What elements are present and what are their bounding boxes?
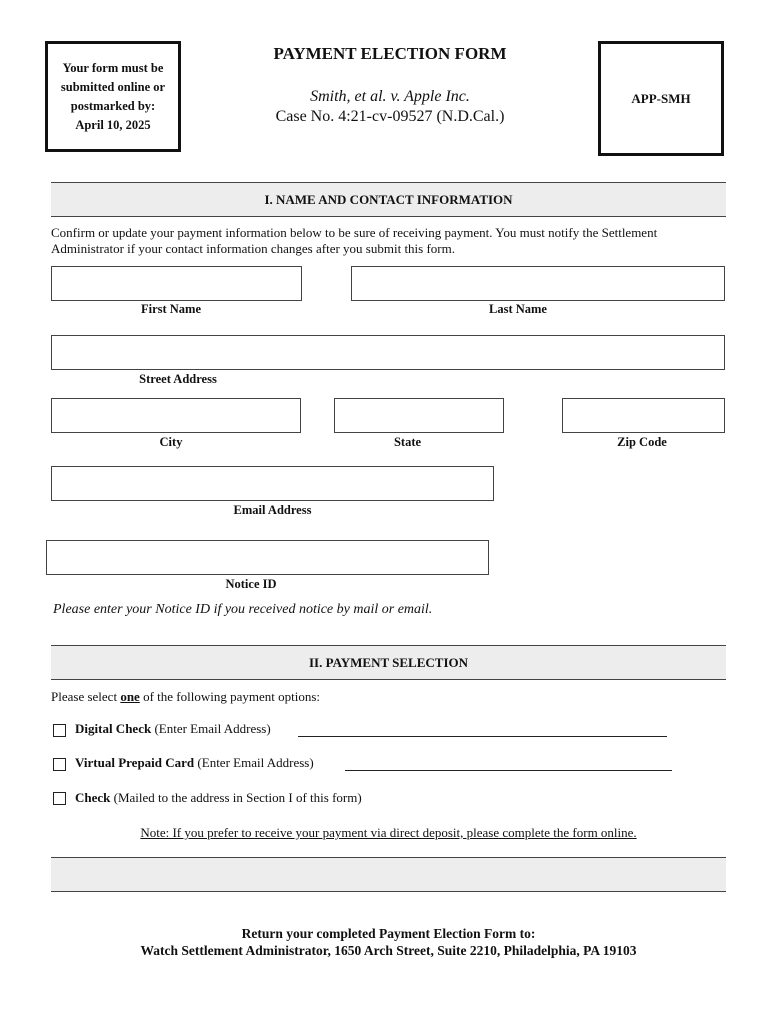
street-address-label: Street Address — [139, 372, 217, 386]
deadline-date: April 10, 2025 — [75, 117, 151, 132]
mailed-check-detail: (Mailed to the address in Section I of this form) — [110, 790, 362, 805]
payment-prompt-emphasis: one — [120, 689, 140, 704]
form-code: APP-SMH — [631, 90, 691, 106]
payment-prompt-text: Please select — [51, 689, 121, 704]
first-name-label: First Name — [140, 302, 202, 316]
city-label: City — [159, 435, 183, 449]
state-label: State — [393, 435, 422, 449]
notice-id-hint: Please enter your Notice ID if you received notice by mail or email. — [53, 602, 433, 617]
state-input[interactable] — [334, 398, 504, 433]
section-divider-bar — [51, 857, 726, 892]
digital-check-option — [75, 721, 271, 737]
case-name: Smith, et al. v. Apple Inc. — [310, 88, 470, 105]
form-title: PAYMENT ELECTION FORM — [273, 44, 507, 63]
digital-check-checkbox[interactable] — [53, 724, 66, 737]
return-address: Watch Settlement Administrator, 1650 Arch Street, Suite 2210, Philadelphia, PA 19103 — [140, 943, 637, 958]
deadline-box — [45, 41, 181, 152]
mailed-check-checkbox[interactable] — [53, 792, 66, 805]
prepaid-card-option — [75, 755, 314, 771]
payment-prompt-text-end: of the following payment options: — [139, 689, 320, 704]
last-name-input[interactable] — [351, 266, 725, 301]
section-2-header — [51, 645, 726, 680]
section-1-intro: Confirm or update your payment information below to be sure of receiving payment. You must notify the Settlement Administrator if your contact information changes after you submit this form. — [51, 225, 658, 256]
first-name-input[interactable] — [51, 266, 302, 301]
email-input[interactable] — [51, 466, 494, 501]
mailed-check-option — [75, 790, 362, 806]
prepaid-card-label: Virtual Prepaid Card — [75, 755, 195, 770]
case-number: Case No. 4:21-cv-09527 (N.D.Cal.) — [275, 108, 505, 125]
last-name-label: Last Name — [489, 302, 547, 316]
zip-code-label: Zip Code — [617, 435, 667, 449]
return-instructions: Return your completed Payment Election Form to: — [241, 926, 536, 941]
prepaid-card-checkbox[interactable] — [53, 758, 66, 771]
section-2-title: II. PAYMENT SELECTION — [308, 654, 469, 670]
section-1-title: I. NAME AND CONTACT INFORMATION — [264, 191, 513, 207]
notice-id-label: Notice ID — [225, 577, 277, 591]
digital-check-label: Digital Check — [75, 721, 152, 736]
section-1-header — [51, 182, 726, 217]
form-code-box — [598, 41, 724, 156]
deadline-line: submitted online or — [60, 79, 166, 94]
email-label: Email Address — [233, 503, 312, 517]
street-address-input[interactable] — [51, 335, 725, 370]
deadline-line: Your form must be — [62, 60, 164, 75]
payment-prompt — [51, 689, 320, 705]
prepaid-card-email-line[interactable] — [345, 770, 672, 771]
zip-code-input[interactable] — [562, 398, 725, 433]
city-input[interactable] — [51, 398, 301, 433]
digital-check-detail: (Enter Email Address) — [151, 721, 271, 736]
digital-check-email-line[interactable] — [298, 736, 667, 737]
prepaid-card-detail: (Enter Email Address) — [194, 755, 314, 770]
mailed-check-label: Check — [75, 790, 111, 805]
deadline-line: postmarked by: — [70, 98, 156, 113]
notice-id-input[interactable] — [46, 540, 489, 575]
direct-deposit-note: Note: If you prefer to receive your payment via direct deposit, please complete the form online. — [140, 825, 637, 840]
